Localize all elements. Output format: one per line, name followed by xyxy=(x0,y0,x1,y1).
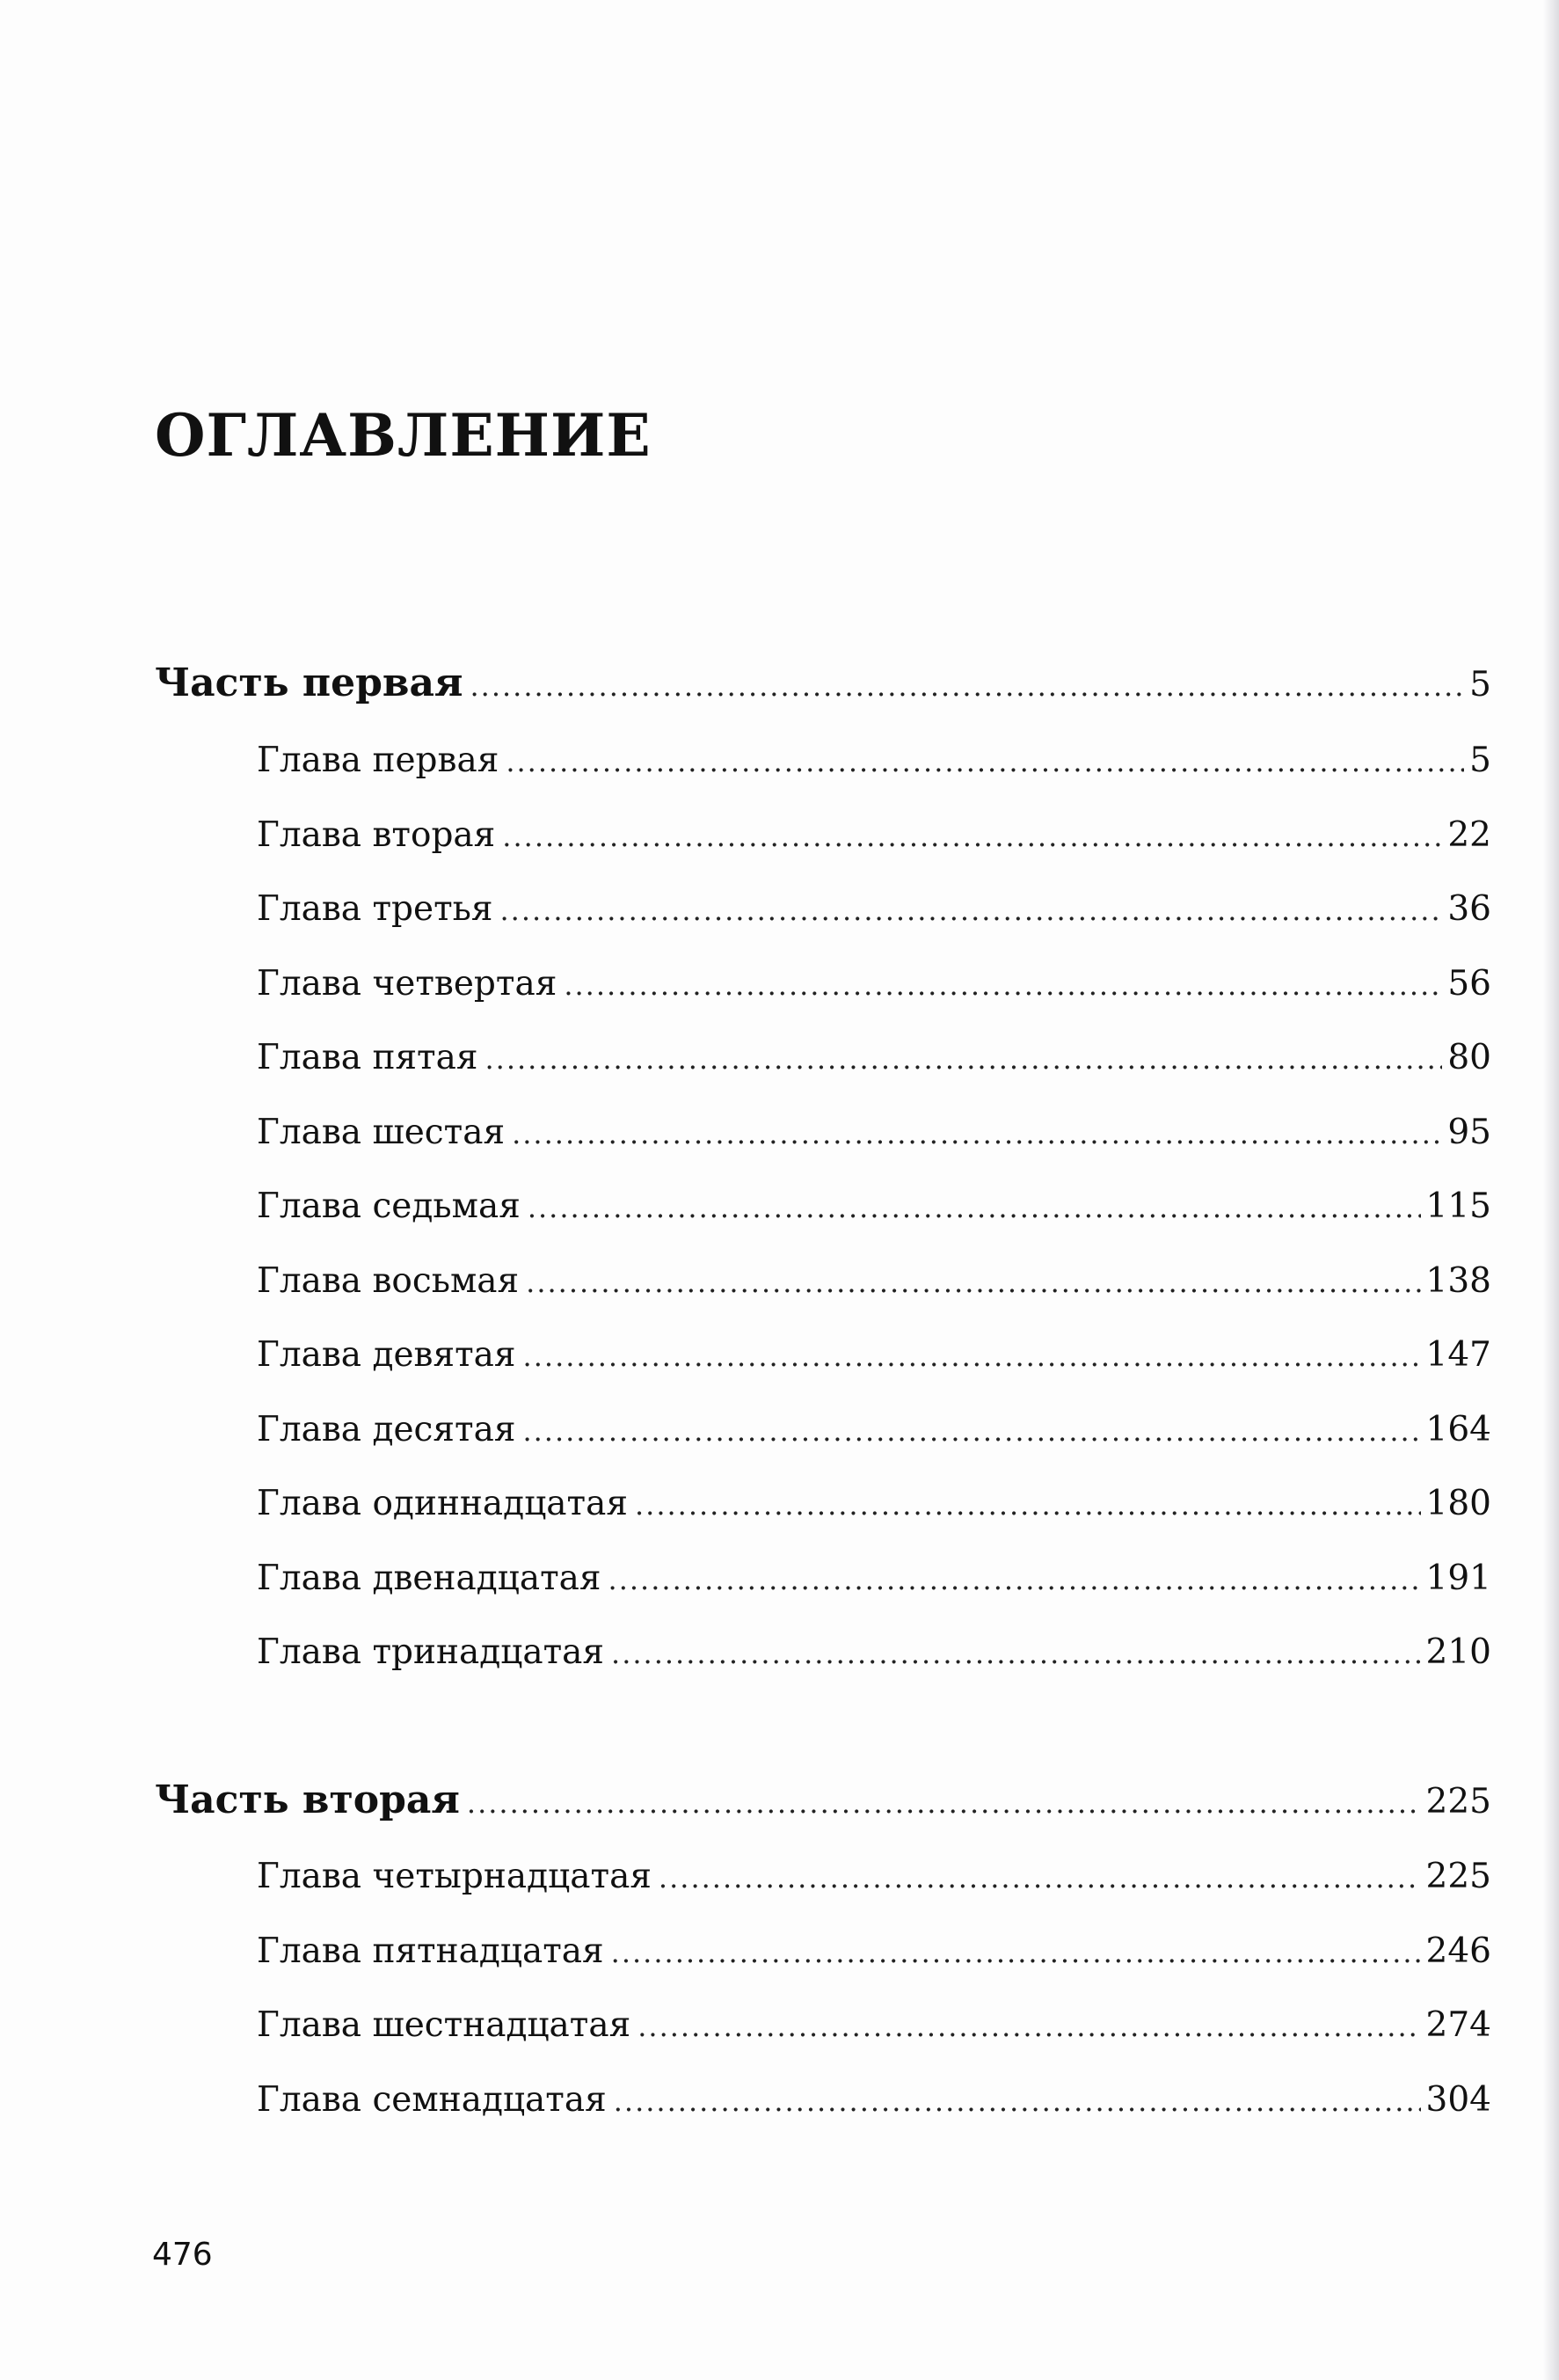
dot-leader xyxy=(502,822,1442,851)
toc-chapter-entry[interactable] xyxy=(257,1486,1491,1521)
dot-leader xyxy=(512,1120,1442,1148)
toc-chapter-entry[interactable] xyxy=(257,1632,1491,1672)
chapter-page-number: 246 xyxy=(1425,1931,1491,1971)
page-title: ОГЛАВЛЕНИЕ xyxy=(155,401,652,470)
chapter-page-number: 164 xyxy=(1425,1409,1491,1449)
chapter-title: Глава четырнадцатая xyxy=(257,1857,652,1896)
toc-part-entry[interactable] xyxy=(155,661,1491,705)
chapter-page-number: 225 xyxy=(1425,1857,1491,1896)
dot-leader xyxy=(614,2087,1421,2115)
chapter-title: Глава шестнадцатая xyxy=(257,2005,631,2045)
chapter-title: Глава девятая xyxy=(257,1335,516,1375)
part-title: Часть вторая xyxy=(155,1778,460,1822)
chapter-title: Глава четвертая xyxy=(257,963,557,1004)
chapter-title: Глава тринадцатая xyxy=(257,1632,605,1672)
dot-leader xyxy=(526,1268,1420,1296)
toc-chapter-entry[interactable] xyxy=(257,1335,1491,1375)
toc-chapter-entry[interactable] xyxy=(257,814,1491,855)
dot-leader xyxy=(564,971,1442,999)
part-page-number: 5 xyxy=(1469,665,1491,705)
toc-chapter-entry[interactable] xyxy=(257,1409,1491,1449)
chapter-title: Глава третья xyxy=(257,889,493,929)
page-edge-shadow xyxy=(1543,0,1559,2380)
toc-chapter-entry[interactable] xyxy=(257,889,1491,929)
chapter-title: Глава одиннадцатая xyxy=(257,1484,628,1523)
chapter-page-number: 304 xyxy=(1425,2079,1491,2120)
chapter-page-number: 274 xyxy=(1425,2005,1491,2045)
chapter-page-number: 5 xyxy=(1469,741,1491,780)
toc-chapter-entry[interactable] xyxy=(257,1040,1491,1075)
chapter-title: Глава первая xyxy=(257,741,499,780)
dot-leader xyxy=(484,1045,1442,1073)
part-title: Часть первая xyxy=(155,661,463,705)
dot-leader xyxy=(467,1789,1421,1817)
toc-chapter-entry[interactable] xyxy=(257,1931,1491,1971)
toc-chapter-entry[interactable] xyxy=(257,1112,1491,1152)
chapter-title: Глава седьмая xyxy=(257,1186,521,1226)
toc-chapter-entry[interactable] xyxy=(257,2079,1491,2120)
dot-leader xyxy=(611,1639,1421,1668)
chapter-page-number: 147 xyxy=(1425,1335,1491,1375)
chapter-title: Глава шестая xyxy=(257,1112,506,1152)
part-page-number: 225 xyxy=(1425,1782,1491,1822)
chapter-title: Глава пятнадцатая xyxy=(257,1931,604,1971)
chapter-page-number: 191 xyxy=(1425,1558,1491,1598)
chapter-page-number: 36 xyxy=(1447,889,1491,929)
dot-leader xyxy=(522,1417,1420,1445)
dot-leader xyxy=(659,1864,1421,1892)
toc-chapter-entry[interactable] xyxy=(257,1260,1491,1301)
dot-leader xyxy=(500,896,1443,924)
chapter-page-number: 80 xyxy=(1447,1038,1491,1077)
chapter-title: Глава семнадцатая xyxy=(257,2079,607,2120)
toc-chapter-entry[interactable] xyxy=(257,1186,1491,1226)
chapter-page-number: 138 xyxy=(1425,1260,1491,1301)
chapter-title: Глава десятая xyxy=(257,1409,516,1449)
dot-leader xyxy=(470,672,1464,700)
chapter-page-number: 56 xyxy=(1447,963,1491,1004)
chapter-page-number: 210 xyxy=(1425,1632,1491,1672)
chapter-title: Глава вторая xyxy=(257,814,496,855)
dot-leader xyxy=(506,748,1464,776)
chapter-title: Глава двенадцатая xyxy=(257,1558,601,1598)
chapter-page-number: 95 xyxy=(1447,1112,1491,1152)
toc-chapter-entry[interactable] xyxy=(257,1558,1491,1598)
dot-leader xyxy=(637,2012,1420,2041)
page-number: 476 xyxy=(152,2237,213,2273)
dot-leader xyxy=(523,1342,1421,1370)
toc-chapter-entry[interactable] xyxy=(257,1859,1491,1894)
chapter-title: Глава пятая xyxy=(257,1038,478,1077)
toc-part-entry[interactable] xyxy=(155,1778,1491,1822)
chapter-page-number: 115 xyxy=(1425,1186,1491,1226)
toc-chapter-entry[interactable] xyxy=(257,963,1491,1004)
dot-leader xyxy=(635,1491,1421,1519)
chapter-page-number: 22 xyxy=(1447,814,1491,855)
dot-leader xyxy=(608,1566,1421,1594)
chapter-title: Глава восьмая xyxy=(257,1260,520,1301)
dot-leader xyxy=(528,1194,1421,1222)
toc-chapter-entry[interactable] xyxy=(257,2005,1491,2045)
toc-chapter-entry[interactable] xyxy=(257,743,1491,778)
chapter-page-number: 180 xyxy=(1425,1484,1491,1523)
dot-leader xyxy=(611,1938,1421,1967)
